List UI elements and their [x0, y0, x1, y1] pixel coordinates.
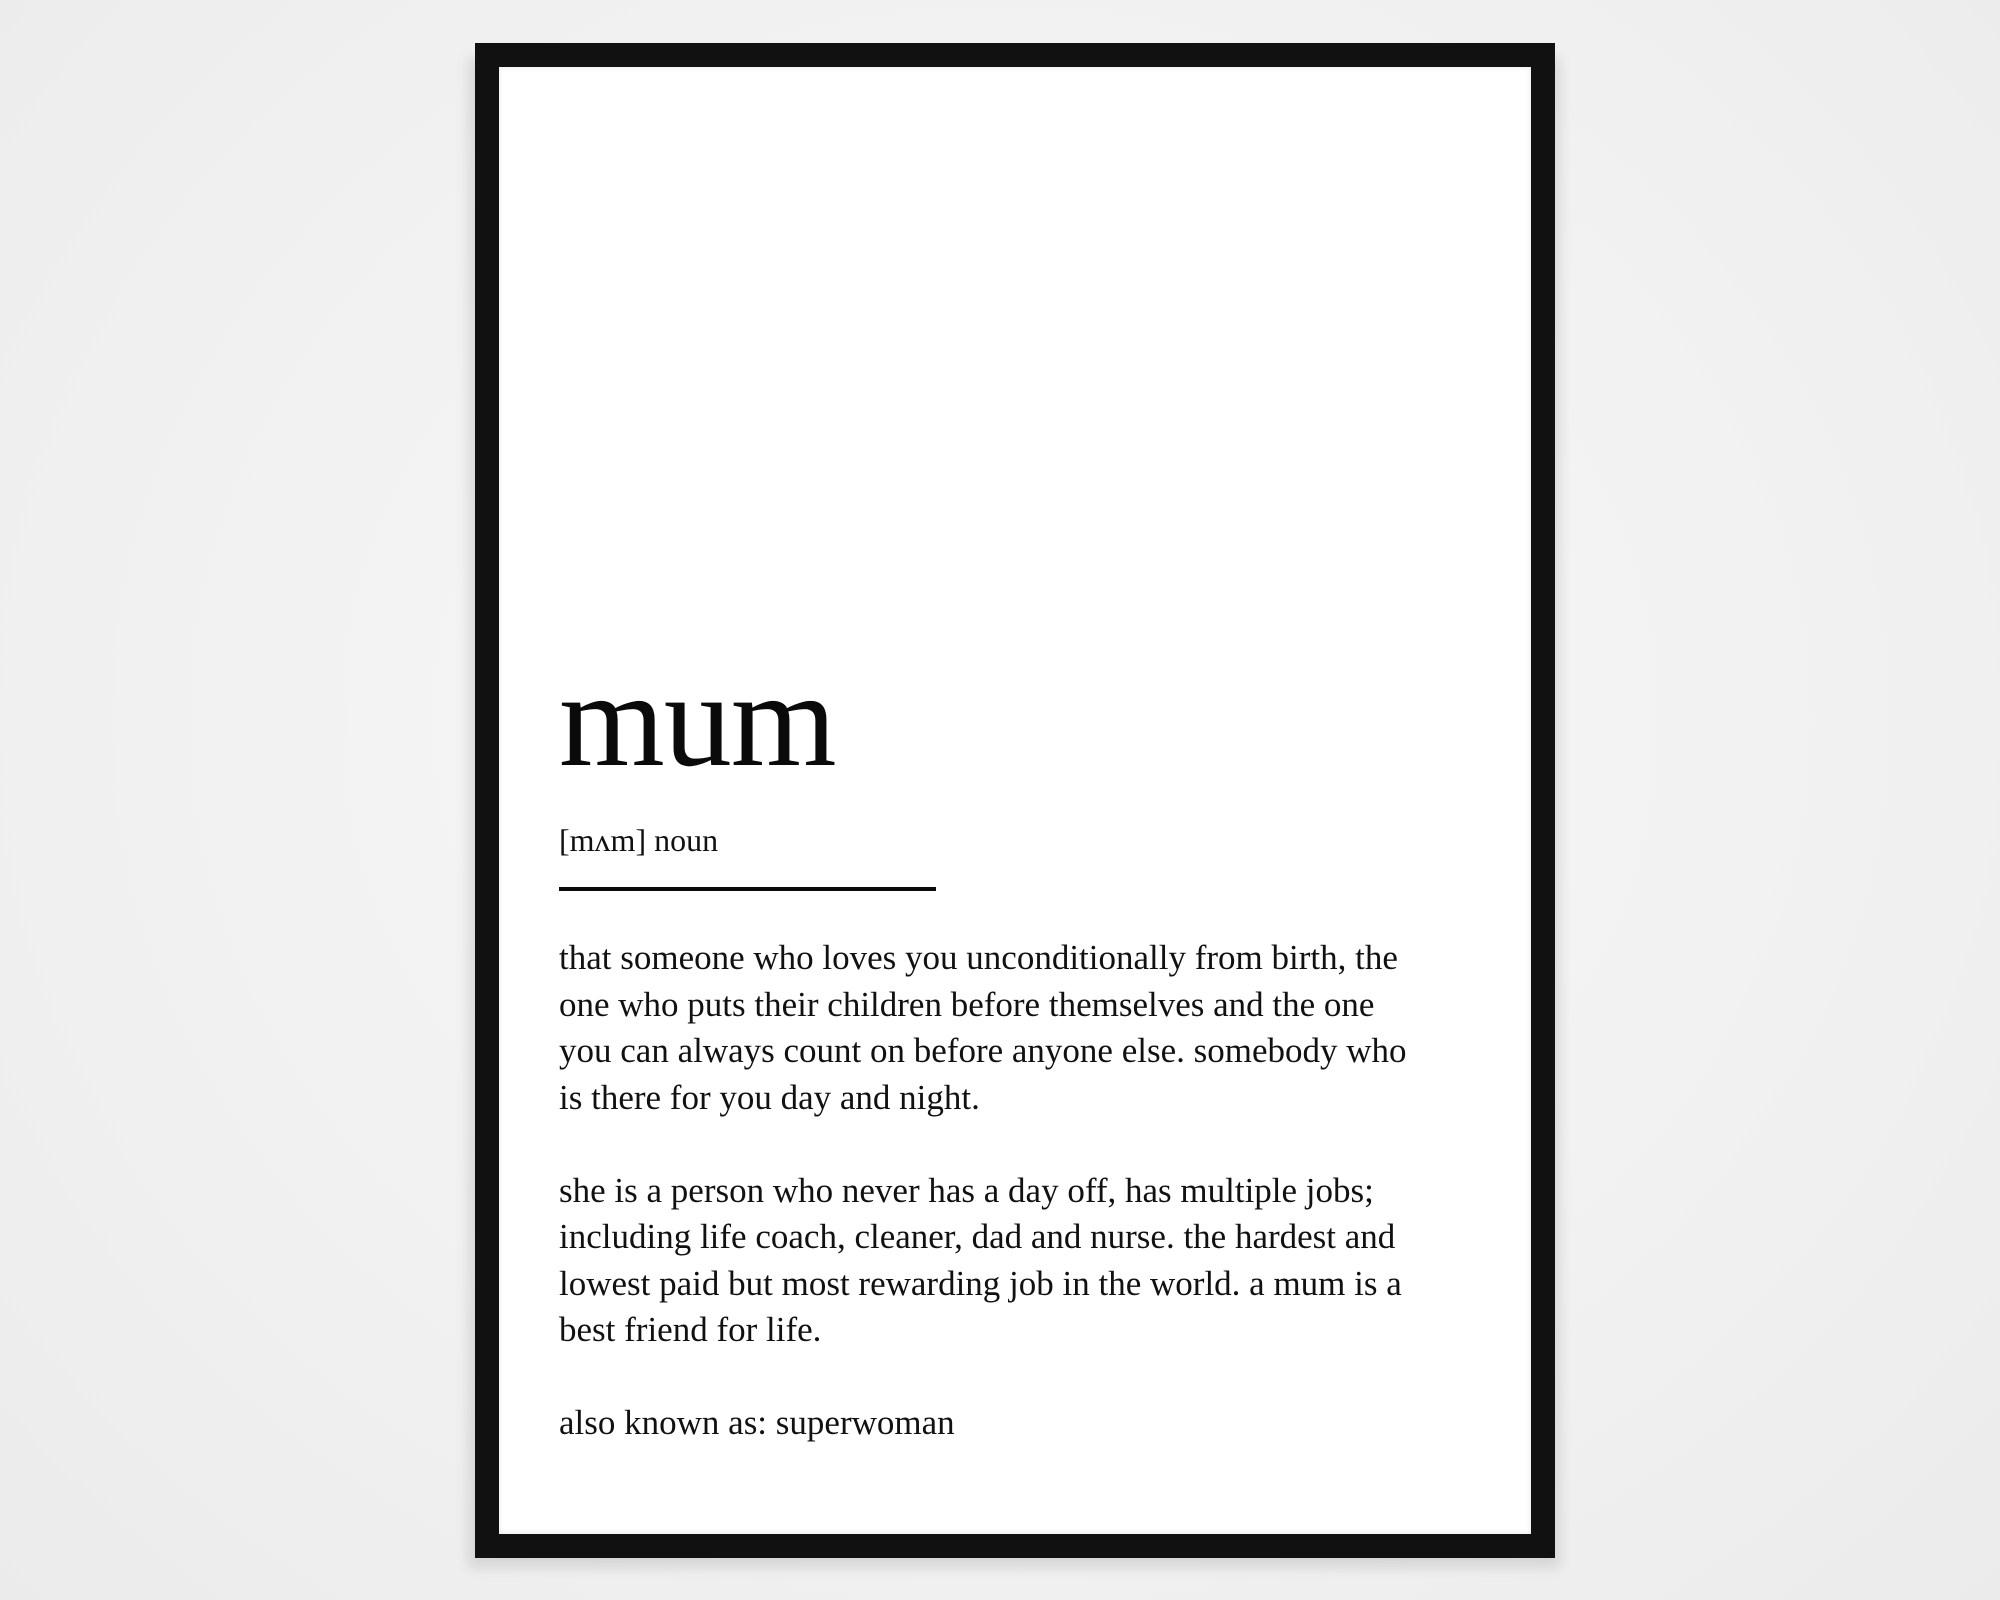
also-known-as: also known as: superwoman [559, 1403, 955, 1442]
definition-word: mum [559, 645, 836, 795]
definition-line: one who puts their children before themselves and the one [559, 984, 1375, 1024]
definition-line: including life coach, cleaner, dad and nurse. the hardest and [559, 1217, 1396, 1256]
pronunciation-label: [mʌm] noun [559, 822, 719, 858]
definition-line: you can always count on before anyone else. somebody who [559, 1031, 1407, 1070]
divider-rule [559, 887, 936, 891]
definition-line: is there for you day and night. [559, 1077, 980, 1117]
definition-paragraph [559, 1168, 1534, 1354]
definition-line: she is a person who never has a day off, has multiple jobs; [559, 1170, 1374, 1210]
definition-line: that someone who loves you unconditionally from birth, the [559, 938, 1398, 977]
poster-paper [499, 67, 1531, 1534]
definition-paragraph [559, 935, 1534, 1121]
poster-frame [475, 43, 1555, 1558]
definition-body [559, 935, 1534, 1493]
definition-line: best friend for life. [559, 1310, 822, 1349]
definition-line: lowest paid but most rewarding job in the world. a mum is a [559, 1263, 1402, 1303]
